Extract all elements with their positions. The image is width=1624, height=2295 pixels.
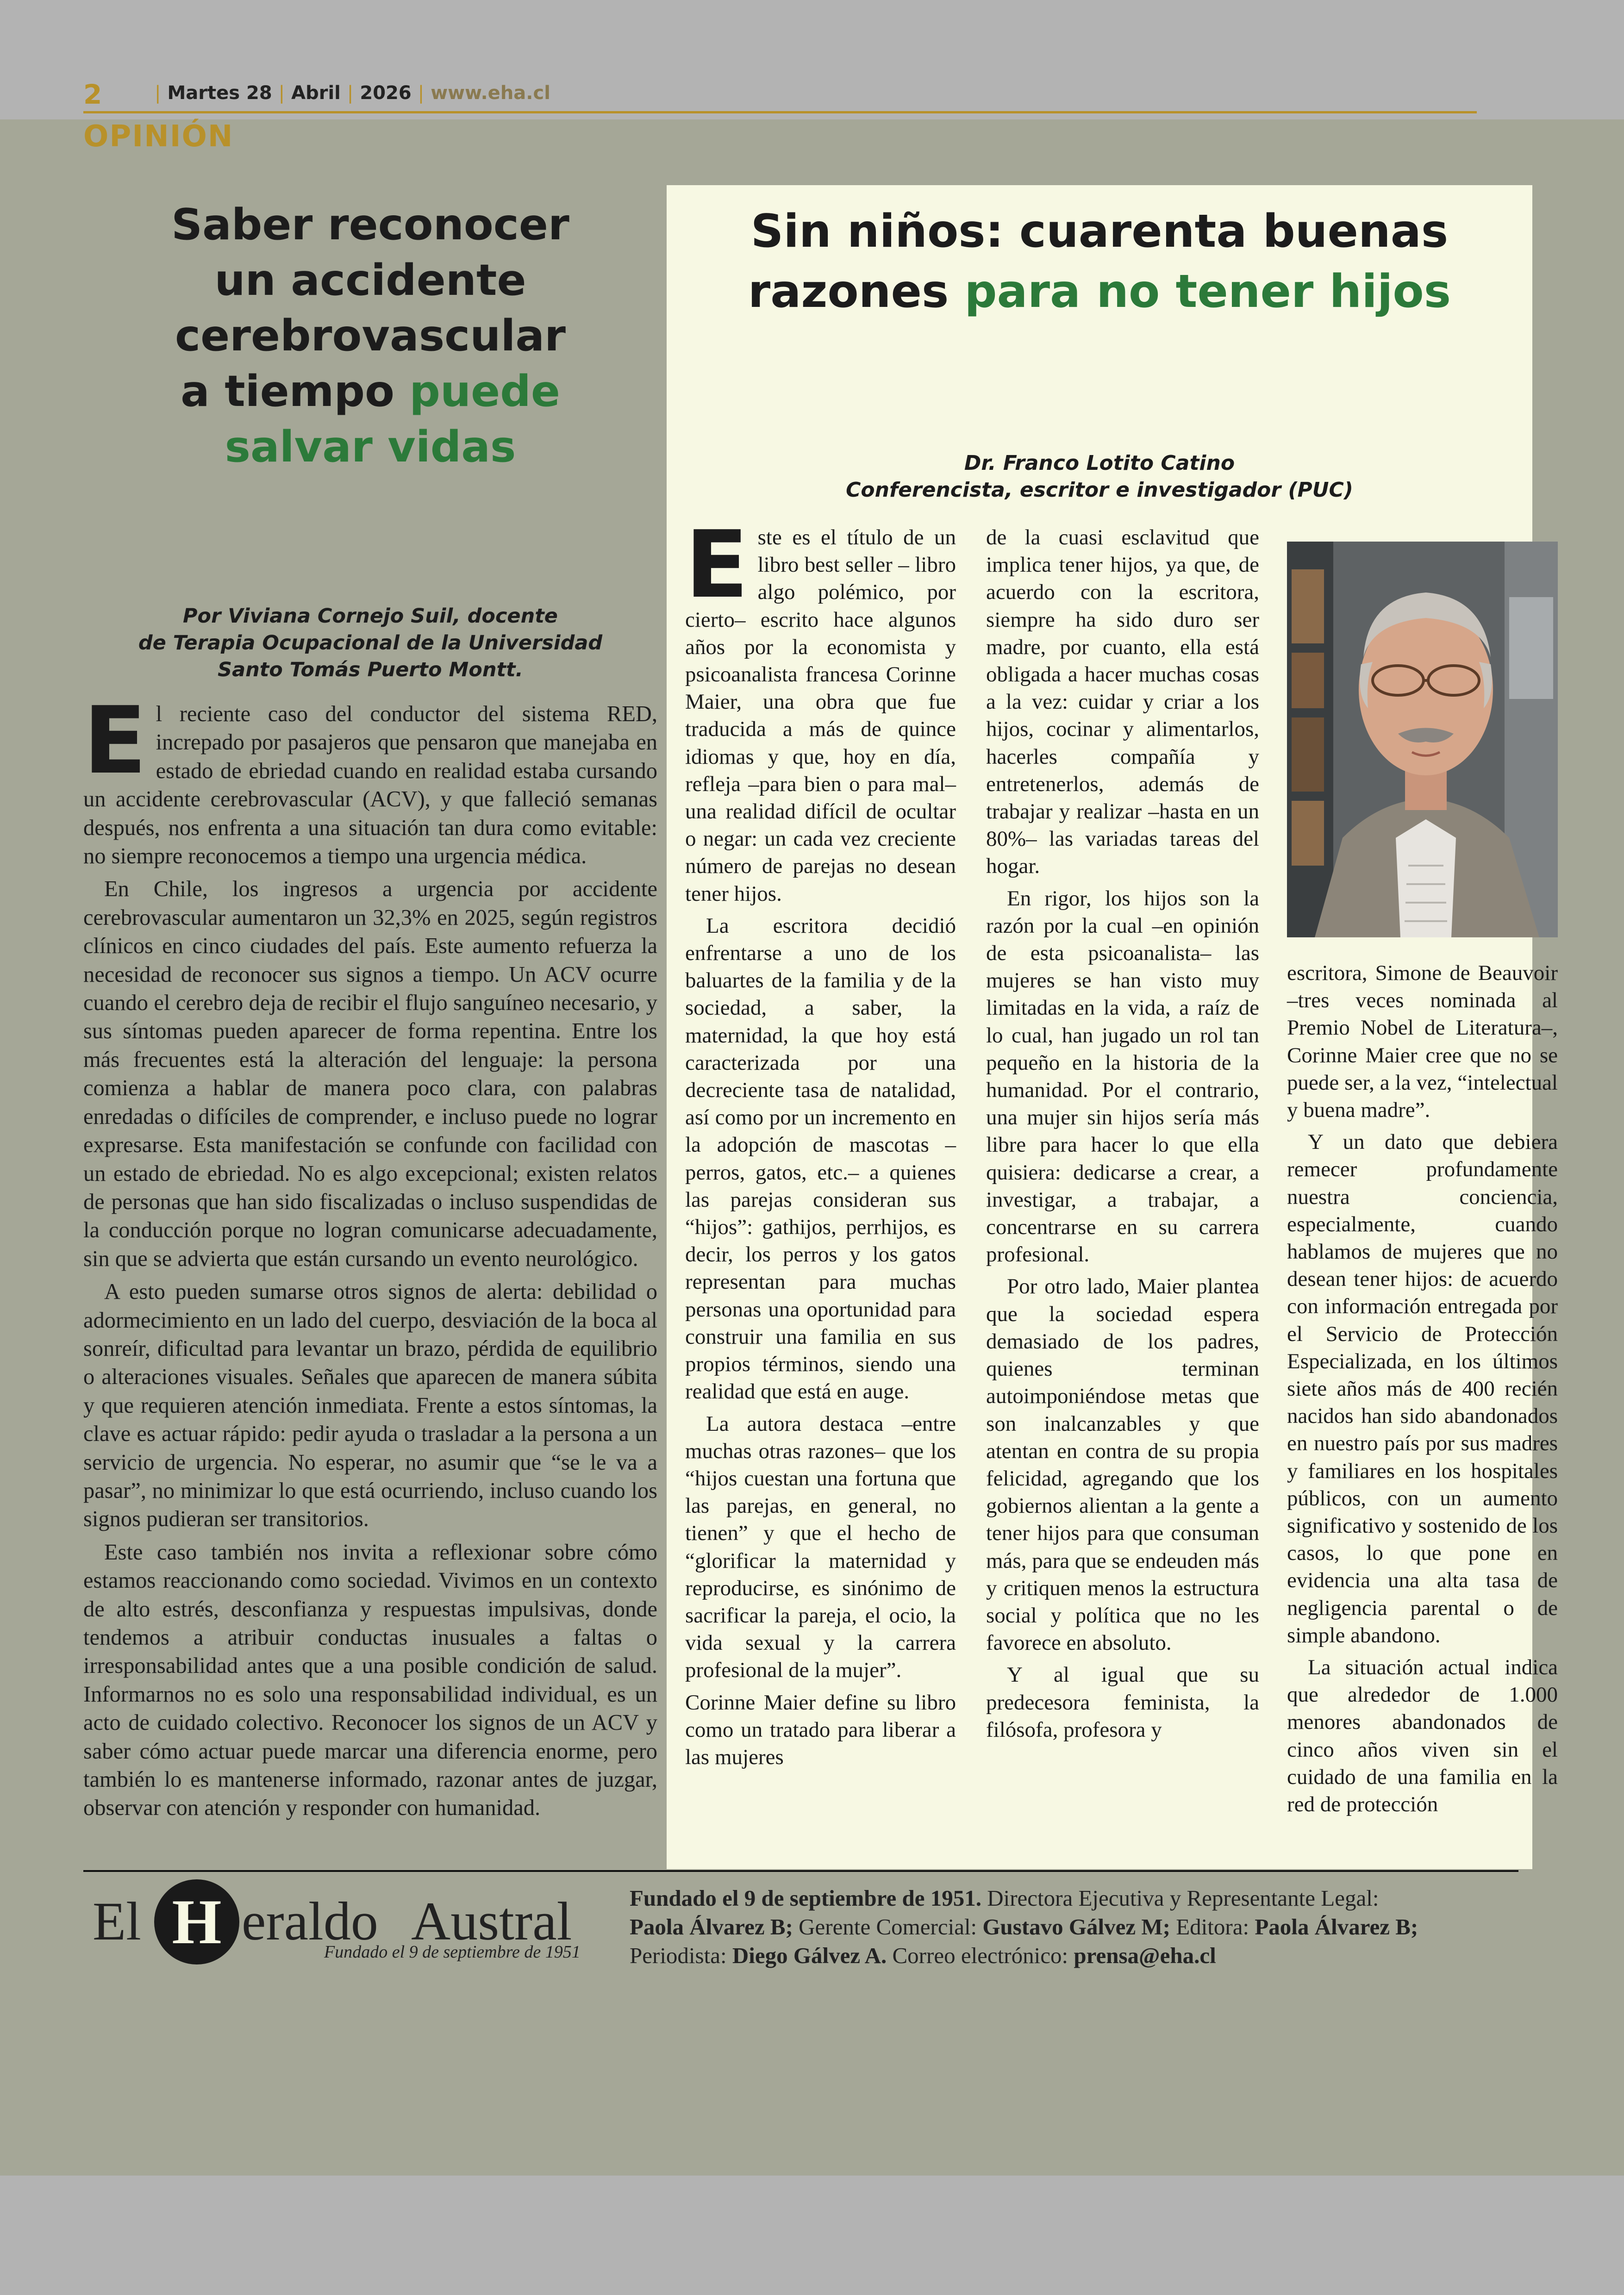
logo-tagline: Fundado el 9 de septiembre de 1951 bbox=[324, 1942, 581, 1962]
author-photo bbox=[1287, 542, 1558, 937]
page-header bbox=[83, 79, 1477, 113]
contact-email[interactable]: prensa@eha.cl bbox=[1074, 1943, 1216, 1968]
svg-text:H: H bbox=[172, 1886, 222, 1957]
section-title: OPINIÓN bbox=[83, 119, 234, 154]
drop-cap: E bbox=[685, 511, 749, 619]
right-article-column-2: de la cuasi esclavitud que implica tener hijos, ya que, de acuerdo con la escritora, siempre ha sido duro ser madre, por cuanto, ella está obligada a hacer muchas cosas a la vez: cuidar y criar a los hijos, cocinar y alimentarlos, hacerles compañía y entretenerlos, además de trabajar y realizar –hasta en un 80%– las variadas tareas del hogar. En rigor, los hijos son la razón por la cual –en opinión de esta psicoanalista– las mujeres se han visto muy limitadas en la vida, a raíz de lo cual, han jugado un rol tan pequeño en la historia de la humanidad. Por el contrario, una mujer sin hijos sería más libre para hacer lo que ella quisiera: dedicarse a crear, a investigar, a trabajar, a concentrarse en su carrera profesional. Por otro lado, Maier plantea que la sociedad espera demasiado de los padres, quienes terminan autoimponiéndose metas que son inalcanzables y que atentan en contra de su propia felicidad, agregando que los gobiernos alientan a la gente a tener hijos para que consuman más, para que se endeuden más y critiquen menos la estructura social y política que no les favorece en absoluto. Y al igual que su predecesora feminista, la filósofa, profesora y bbox=[986, 525, 1259, 1742]
site-url[interactable]: www.eha.cl bbox=[431, 82, 550, 104]
page-number: 2 bbox=[83, 79, 102, 110]
left-article-byline: Por Viviana Cornejo Suil, docente de Terapia Ocupacional de la Universidad Santo Tomás Puerto Montt. bbox=[138, 605, 603, 681]
svg-text:Austral: Austral bbox=[411, 1891, 572, 1952]
left-article-body: El reciente caso del conductor del sistema RED, increpado por pasajeros que pensaron que manejaba en estado de ebriedad cuando en realidad estaba cursando un accidente cerebrovascular (ACV), y que falleció semanas después, nos enfrenta a una situación tan dura como evitable: no siempre reconocemos a tiempo una urgencia médica. En Chile, los ingresos a urgencia por accidente cerebrovascular aumentaron un 32,3% en 2025, según registros clínicos en cinco ciudades del país. Este aumento refuerza la necesidad de reconocer sus signos a tiempo. Un ACV ocurre cuando el cerebro deja de recibir el flujo sanguíneo necesario, y sus síntomas pueden aparecer de forma repentina. Entre los más frecuentes está la alteración del lenguaje: la persona comienza a hablar de manera poco clara, con palabras enredadas o difíciles de comprender, e incluso puede no lograr expresarse. Esta manifestación se confunde con facilidad con un estado de ebriedad. No es algo excepcional; existen relatos de personas que han sido fiscalizadas o incluso suspendidas de la conducción porque no logran comunicarse adecuadamente, sin que se advierta que están cursando un evento neurológico. A esto pueden sumarse otros signos de alerta: debilidad o adormecimiento en un lado del cuerpo, desviación de la boca al sonreír, dificultad para levantar un brazo, pérdida de equilibrio o alteraciones visuales. Señales que aparecen de manera súbita y que requieren atención inmediata. Frente a estos síntomas, la clave es actuar rápido: pedir ayuda o trasladar a la persona a un servicio de urgencia. No esperar, no asumir que “se le va a pasar”, no minimizar lo que está ocurriendo, incluso cuando los signos pudieran ser transitorios. Este caso también nos invita a reflexionar sobre cómo estamos reaccionando como sociedad. Vivimos en un contexto de alto estrés, desconfianza y respuestas impulsivas, donde tendemos a atribuir conductas inusuales a faltas o irresponsabilidad antes que a una posible condición de salud. Informarnos no es solo una responsabilidad individual, es un acto de cuidado colectivo. Reconocer los signos de un ACV y saber cómo actuar puede marcar una diferencia enorme, pero también lo es mantenerse informado, razonar antes de juzgar, observar con atención y responder con humanidad. bbox=[83, 687, 657, 1821]
drop-cap: E bbox=[83, 687, 147, 795]
svg-text:eraldo: eraldo bbox=[242, 1891, 378, 1952]
svg-text:El: El bbox=[93, 1891, 141, 1952]
footer-rule bbox=[83, 1870, 1518, 1872]
issue-date: | Martes 28 | Abril | 2026 | www.eha.cl bbox=[155, 82, 550, 104]
right-article-byline: Dr. Franco Lotito Catino Conferencista, escritor e investigador (PUC) bbox=[846, 451, 1353, 502]
right-article-column-3: escritora, Simone de Beauvoir –tres veces nominada al Premio Nobel de Literatura–, Corinne Maier cree que no se puede ser, a la vez, “intelectual y buena madre”. Y un dato que debiera remecer profundamente nuestra conciencia, especialmente, cuando hablamos de mujeres que no desean tener hijos: de acuerdo con información entregada por el Servicio de Protección Especializada, en los últimos siete años más de 400 recién nacidos han sido abandonados en nuestro país por sus madres y familiares en los hospitales públicos, con un aumento significativo y sostenido de los casos, lo que pone en evidencia una alta tasa de negligencia parental o de simple abandono. La situación actual indica que alrededor de 1.000 menores abandonados de cinco años viven sin el cuidado de una familia en la red de protección bbox=[1287, 961, 1558, 1817]
masthead-credits: Fundado el 9 de septiembre de 1951. Directora Ejecutiva y Representante Legal: Paola Álvarez B; Gerente Comercial: Gustavo Gálvez M; Editora: Paola Álvarez B; Periodista: Diego Gálvez A. Correo electrónico: prensa@eha.cl bbox=[630, 1885, 1418, 1968]
right-article-title: Sin niños: cuarenta buenas razones para no tener hijos bbox=[748, 205, 1451, 318]
left-article-title: Saber reconocer un accidente cerebrovascular a tiempo puede salvar vidas bbox=[171, 200, 569, 472]
right-article-column-1: Este es el título de un libro best seller – libro algo polémico, por cierto– escrito hace algunos años por la economista y psicoanalista francesa Corinne Maier, una obra que fue traducida a más de quince idiomas y que, hoy en día, refleja –para bien o para mal– una realidad difícil de ocultar o negar: un cada vez creciente número de parejas no desean tener hijos. La escritora decidió enfrentarse a uno de los baluartes de la familia y de la sociedad, a saber, la maternidad, la que hoy está caracterizada por una decreciente tasa de natalidad, así como por un incremento en la adopción de mascotas –perros, gatos, etc.– a quienes las parejas consideran sus “hijos”: gathijos, perrhijos, es decir, los perros y los gatos representan para muchas personas una oportunidad para construir una familia en sus propios términos, siendo una realidad que está en auge. La autora destaca –entre muchas otras razones– que los “hijos cuestan una fortuna que las parejas, en general, no tienen” y que el hecho de “glorificar la maternidad y reproducirse, es sinónimo de sacrificar la pareja, el ocio, la vida sexual y la carrera profesional de la mujer”. Corinne Maier define su libro como un tratado para liberar a las mujeres bbox=[685, 511, 956, 1769]
